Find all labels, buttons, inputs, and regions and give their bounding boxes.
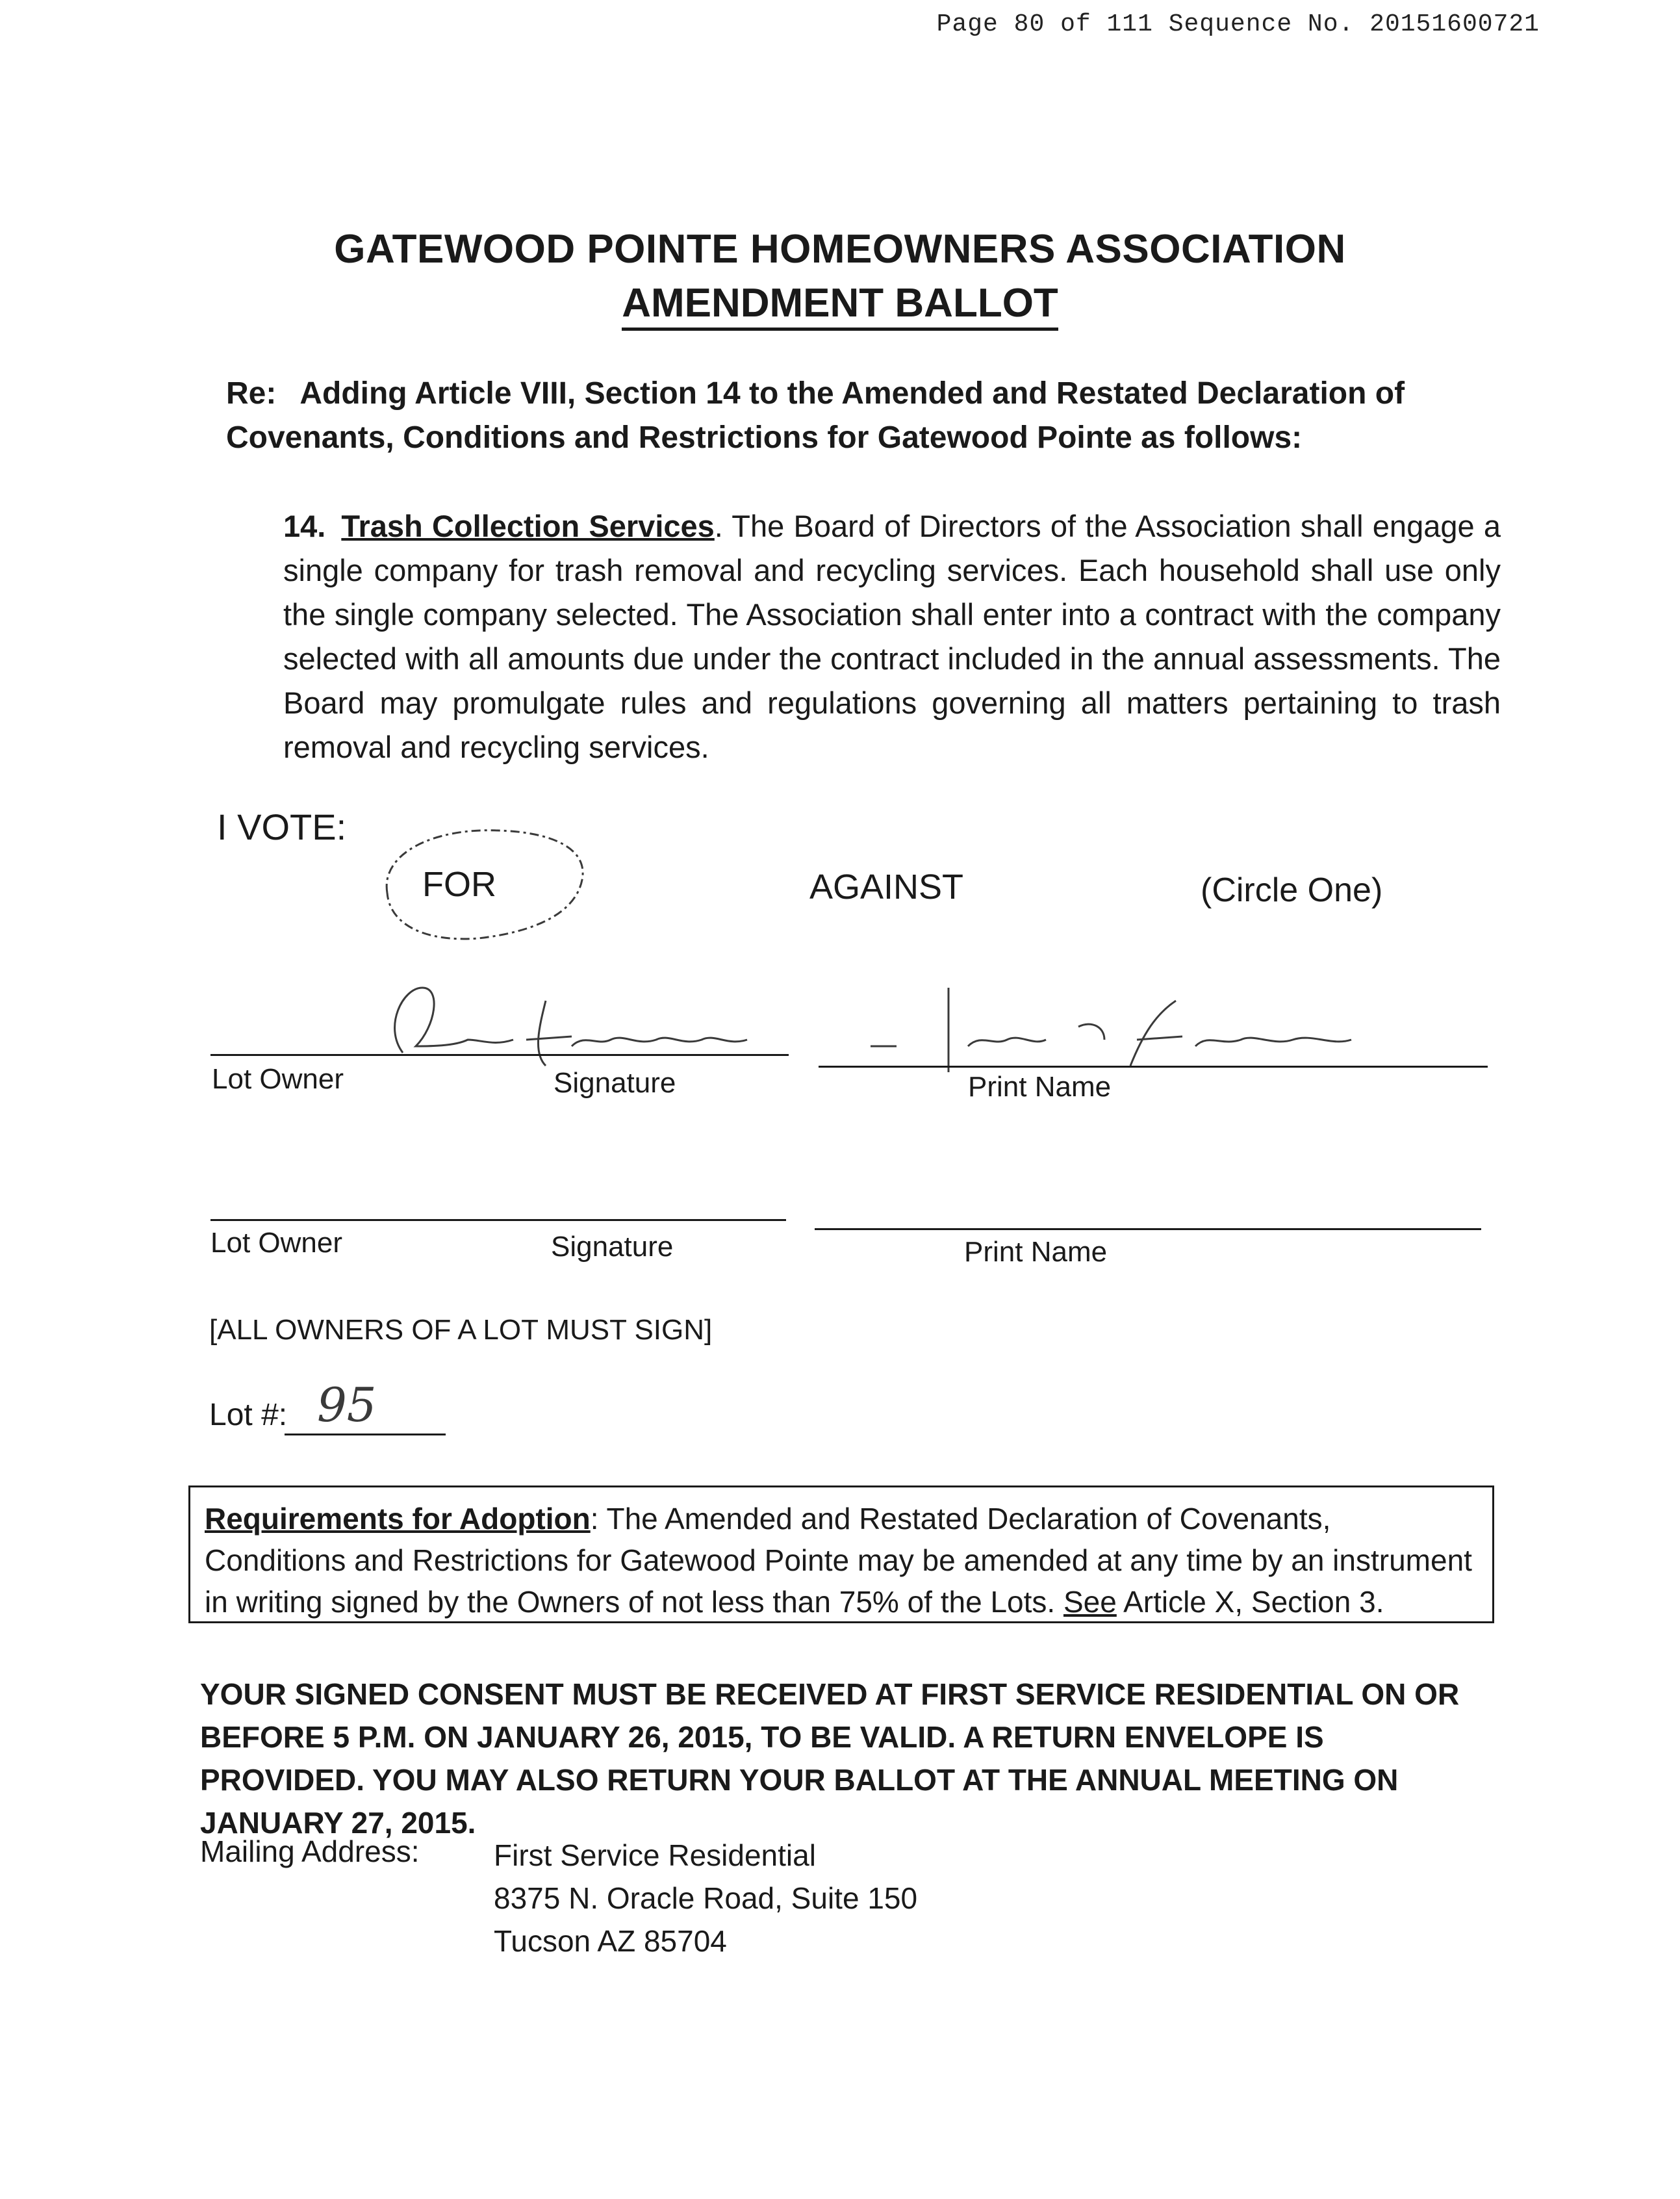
signature-label-1: Signature [554,1067,676,1099]
lot-number-label: Lot #: [209,1398,288,1432]
page-sequence-header: Page 80 of 111 Sequence No. 20151600721 [936,10,1540,38]
lot-owner-label-1: Lot Owner [212,1063,344,1095]
mailing-address-line: 8375 N. Oracle Road, Suite 150 [494,1881,918,1915]
mailing-address-label: Mailing Address: [200,1834,420,1868]
mailing-address [494,1834,917,1962]
signature-label-2: Signature [551,1231,674,1263]
print-name-line-1[interactable] [819,1066,1488,1068]
handwritten-signature-marks [208,949,1442,1105]
signature-line-2-left[interactable] [210,1219,786,1221]
document-subtitle-wrap [0,281,1680,331]
vote-instruction: (Circle One) [1201,871,1383,909]
re-paragraph [226,372,1512,460]
requirements-title: Requirements for Adoption [205,1502,591,1536]
vote-option-for[interactable]: FOR [422,865,496,904]
print-name-label-2: Print Name [964,1236,1108,1268]
print-name-line-2[interactable] [815,1228,1481,1230]
document-title: GATEWOOD POINTE HOMEOWNERS ASSOCIATION [334,227,1346,272]
section-number: 14. [283,509,326,543]
signature-line-1-left[interactable] [210,1054,789,1056]
re-text: Adding Article VIII, Section 14 to the Amended and Restated Declaration of Covenants, Conditions and Restrictions for Gatewood Pointe as follows: [226,376,1405,455]
vote-option-against[interactable]: AGAINST [809,868,964,907]
all-owners-note: [ALL OWNERS OF A LOT MUST SIGN] [209,1314,713,1346]
requirements-colon: : [590,1502,599,1536]
requirements-box [188,1485,1494,1623]
lot-owner-label-2: Lot Owner [210,1227,342,1259]
document-subtitle: AMENDMENT BALLOT [622,281,1058,331]
lot-number-line[interactable] [285,1434,446,1435]
vote-label: I VOTE: [217,806,347,847]
section-title-punct: . [714,509,723,543]
section-paragraph [283,504,1501,769]
requirements-ref: Article X, Section 3. [1116,1585,1384,1619]
section-body: The Board of Directors of the Association shall engage a single company for trash removal and recycling services. Each household shall use only the single company selected. The Association shall enter into a contract with the company selected with all amounts due under the contract included in the annual assessments. The Board may promulgate rules and regulations governing all matters pertaining to trash removal and recycling services. [283,509,1501,764]
deadline-notice: YOUR SIGNED CONSENT MUST BE RECEIVED AT FIRST SERVICE RESIDENTIAL ON OR BEFORE 5 P.M. ON JANUARY 26, 2015, TO BE VALID. A RETURN ENVELOPE IS PROVIDED. YOU MAY ALSO RETURN YOUR BALLOT AT THE ANNUAL MEETING ON JANUARY 27, 2015. [200,1677,1460,1840]
print-name-label-1: Print Name [968,1071,1112,1103]
mailing-address-line: First Service Residential [494,1838,816,1872]
requirements-text: The Amended and Restated Declaration of Covenants, Conditions and Restrictions for Gatewood Pointe may be amended at any time by an instrument in writing signed by the Owners of not less than 75% of the Lots. [205,1502,1472,1619]
re-label: Re: [226,376,277,411]
section-title: Trash Collection Services [341,509,715,543]
mailing-address-line: Tucson AZ 85704 [494,1924,727,1958]
lot-number-value: 95 [317,1378,377,1432]
requirements-see: See [1063,1585,1117,1619]
